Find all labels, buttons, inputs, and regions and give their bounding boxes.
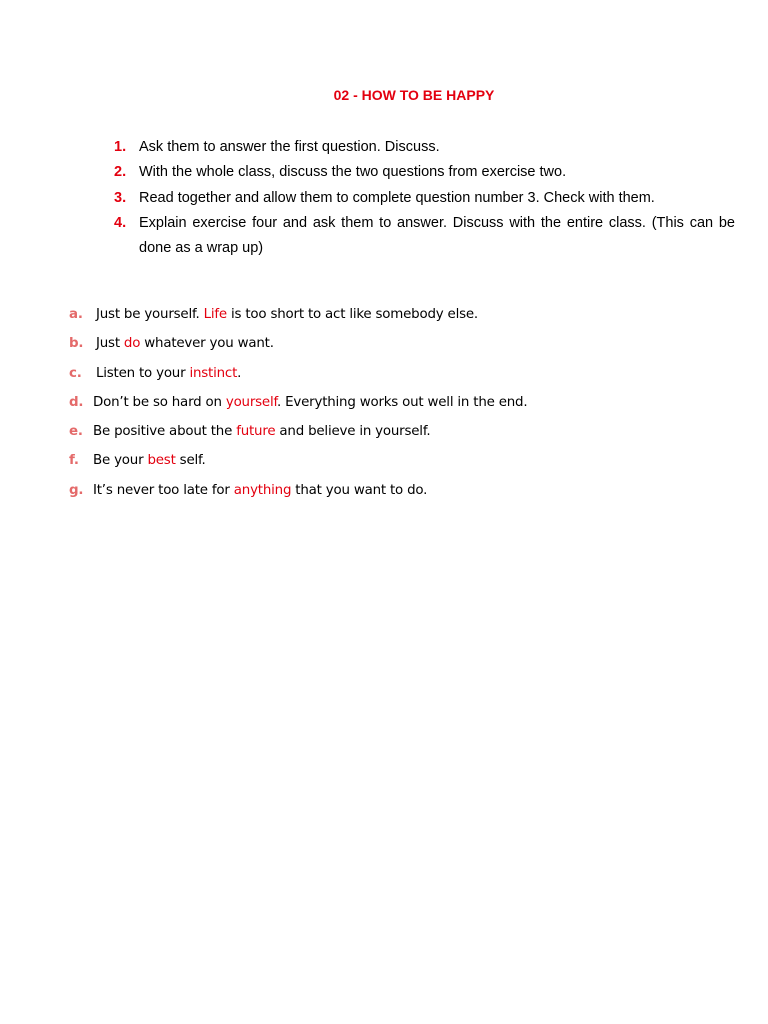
step-item (114, 211, 735, 262)
answer-letter: b. (69, 336, 84, 352)
answer-item (69, 300, 729, 329)
answer-letter: d. (69, 394, 84, 410)
answer-text-after: and believe in yourself. (275, 424, 431, 440)
answer-text-before: It’s never too late for (93, 482, 234, 498)
step-item (114, 160, 735, 185)
step-number: 3. (114, 189, 127, 206)
answer-text-after: is too short to act like somebody else. (226, 307, 478, 322)
step-item (114, 186, 735, 211)
answer-item (69, 388, 729, 417)
answer-highlight: future (236, 424, 276, 440)
step-text: Ask them to answer the first question. Discuss. (139, 139, 440, 155)
answer-item (69, 329, 729, 358)
step-number: 4. (114, 214, 127, 231)
answer-letter: g. (69, 482, 84, 498)
answer-text-before: Just be yourself. (96, 307, 204, 322)
answer-item (69, 476, 729, 505)
step-item (114, 135, 735, 160)
step-text: With the whole class, discuss the two questions from exercise two. (139, 164, 567, 181)
answer-highlight: anything (233, 482, 292, 498)
answer-highlight: do (123, 336, 141, 352)
step-text: Explain exercise four and ask them to answer. Discuss with the entire class. (This can be done as a wrap up) (139, 214, 735, 257)
answer-text-before: Be positive about the (93, 424, 237, 440)
answer-letter: e. (69, 424, 83, 440)
answer-item (69, 359, 729, 388)
step-number: 2. (114, 164, 127, 181)
step-text: Read together and allow them to complete question number 3. Check with them. (139, 189, 655, 206)
answer-text-after: self. (175, 453, 206, 469)
answer-letter: a. (69, 307, 83, 322)
answer-highlight: yourself (225, 394, 278, 410)
answer-text-after: whatever you want. (140, 336, 274, 352)
answer-text-after: . (237, 365, 242, 381)
answer-item (69, 417, 729, 446)
answer-letter: c. (69, 365, 82, 381)
answer-text-after: . Everything works out well in the end. (277, 394, 528, 410)
answer-text-before: Listen to your (96, 365, 190, 381)
teacher-steps-list (114, 135, 735, 261)
answer-item (69, 446, 729, 475)
answer-text-before: Don’t be so hard on (93, 394, 226, 410)
step-number: 1. (114, 139, 127, 155)
answer-key-list (69, 300, 729, 505)
answer-highlight: instinct (189, 365, 238, 381)
answer-highlight: Life (203, 307, 227, 322)
answer-letter: f. (69, 453, 79, 469)
answer-text-after: that you want to do. (291, 482, 428, 498)
answer-highlight: best (147, 453, 176, 469)
answer-text-before: Be your (93, 453, 148, 469)
page-title: 02 - HOW TO BE HAPPY (333, 87, 495, 103)
answer-text-before: Just (96, 336, 124, 352)
